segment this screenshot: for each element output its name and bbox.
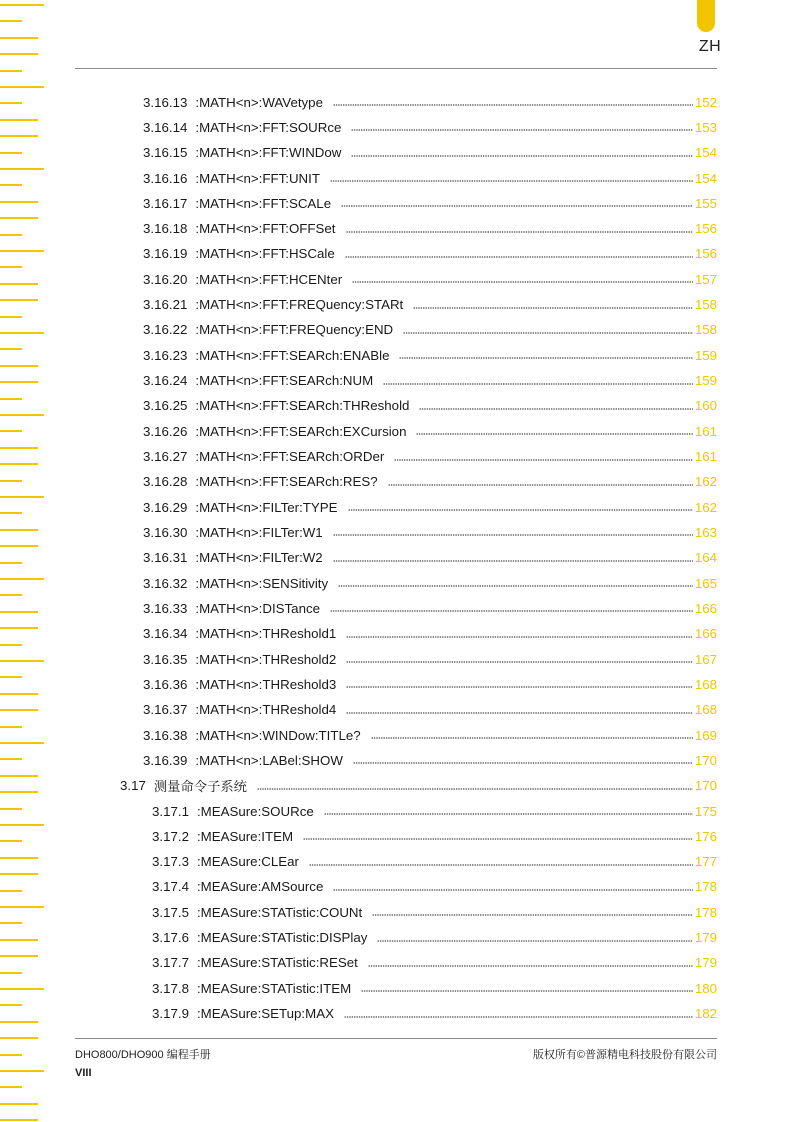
ruler-tick	[0, 53, 38, 55]
ruler-tick	[0, 135, 38, 137]
toc-entry[interactable]	[152, 902, 717, 922]
toc-entry[interactable]	[152, 1004, 717, 1024]
toc-entry-title: :MEASure:STATistic:DISPlay	[196, 930, 368, 946]
toc-dot-leader	[330, 598, 693, 618]
toc-dot-leader	[377, 928, 692, 948]
ruler-tick	[0, 955, 38, 957]
ruler-tick	[0, 857, 38, 859]
ruler-tick	[0, 840, 22, 842]
ruler-tick	[0, 234, 22, 236]
toc-entry-title: :MATH<n>:FFT:SCALe	[195, 195, 332, 211]
toc-entry-page[interactable]: 160	[694, 398, 717, 414]
toc-entry-page[interactable]: 170	[694, 778, 717, 794]
ruler-tick	[0, 1086, 22, 1088]
ruler-tick	[0, 381, 38, 383]
toc-entry-title: :MATH<n>:SENSitivity	[195, 575, 329, 591]
toc-entry-number: 3.17.4	[152, 879, 189, 895]
header-rule	[75, 68, 717, 69]
toc-entry-number: 3.17.9	[152, 1006, 189, 1021]
ruler-tick	[0, 611, 38, 613]
toc-dot-leader	[383, 371, 693, 391]
toc-entry-page[interactable]: 169	[694, 727, 717, 743]
toc-entry-title: :MEASure:ITEM	[196, 828, 294, 844]
ruler-tick	[0, 693, 38, 695]
toc-entry-page[interactable]: 156	[694, 246, 717, 262]
toc-entry[interactable]	[152, 953, 717, 973]
toc-entry[interactable]	[143, 421, 717, 441]
toc-entry[interactable]	[152, 852, 717, 872]
toc-entry[interactable]	[152, 877, 717, 897]
toc-entry-number: 3.16.35	[143, 651, 188, 667]
ruler-tick	[0, 562, 22, 564]
page-number: VIII	[75, 1067, 92, 1079]
toc-entry[interactable]	[143, 295, 717, 315]
ruler-tick	[0, 414, 44, 416]
ruler-tick	[0, 496, 44, 498]
toc-entry-number: 3.16.38	[143, 727, 188, 743]
ruler-tick	[0, 4, 44, 6]
toc-entry[interactable]	[143, 269, 717, 289]
toc-entry[interactable]	[143, 371, 717, 391]
toc-dot-leader	[368, 953, 693, 973]
toc-entry-number: 3.17.1	[152, 803, 189, 819]
toc-entry-number: 3.16.33	[143, 600, 188, 616]
toc-entry-page[interactable]: 166	[694, 626, 717, 642]
ruler-tick	[0, 742, 44, 744]
toc-entry-title: :MATH<n>:FFT:HSCale	[195, 246, 335, 262]
ruler-tick	[0, 1103, 38, 1105]
ruler-tick	[0, 890, 22, 892]
toc-entry-number: 3.16.14	[143, 119, 188, 135]
toc-entry-page[interactable]: 158	[694, 297, 717, 313]
toc-dot-leader	[330, 168, 693, 188]
toc-entry-title: :MEASure:STATistic:ITEM	[196, 980, 352, 996]
ruler-tick	[0, 873, 38, 875]
ruler-tick	[0, 709, 38, 711]
toc-entry-number: 3.17.3	[152, 854, 189, 870]
ruler-tick	[0, 184, 22, 186]
toc-entry-number: 3.16.30	[143, 524, 188, 540]
ruler-tick	[0, 332, 44, 334]
toc-dot-leader	[345, 244, 693, 264]
toc-entry[interactable]	[143, 624, 717, 644]
toc-entry-page[interactable]: 170	[694, 752, 717, 768]
ruler-tick	[0, 512, 22, 514]
toc-entry[interactable]	[143, 244, 717, 264]
toc-entry-page[interactable]: 161	[694, 423, 717, 439]
ruler-tick	[0, 86, 44, 88]
toc-dot-leader	[351, 143, 692, 163]
toc-entry-title: :MATH<n>:FFT:SOURce	[195, 119, 342, 135]
toc-entry-title: :MATH<n>:FFT:SEARch:EXCursion	[195, 423, 407, 439]
toc-entry-page[interactable]: 163	[694, 524, 717, 540]
ruler-tick	[0, 299, 38, 301]
toc-entry[interactable]	[143, 598, 717, 618]
toc-entry-number: 3.16.34	[143, 626, 188, 642]
toc-entry-page[interactable]: 153	[694, 119, 717, 135]
toc-dot-leader	[341, 193, 693, 213]
toc-entry-page[interactable]: 177	[694, 854, 717, 870]
ruler-tick	[0, 168, 44, 170]
ruler-tick	[0, 447, 38, 449]
toc-entry-page[interactable]: 162	[694, 499, 717, 515]
language-label: ZH	[698, 38, 722, 55]
ruler-tick	[0, 1119, 38, 1121]
toc-entry[interactable]	[143, 548, 717, 568]
toc-entry-title: :MATH<n>:FFT:FREQuency:STARt	[195, 297, 404, 313]
toc-entry-title: :MATH<n>:THReshold4	[195, 702, 337, 718]
ruler-tick	[0, 529, 38, 531]
toc-dot-leader	[419, 396, 692, 416]
ruler-tick	[0, 1070, 44, 1072]
toc-entry-title: :MATH<n>:FILTer:W2	[195, 550, 323, 566]
toc-entry-title: :MATH<n>:FFT:UNIT	[195, 170, 320, 186]
toc-entry-number: 3.16.37	[143, 702, 188, 718]
toc-entry-number: 3.16.23	[143, 347, 188, 363]
ruler-tick	[0, 660, 44, 662]
toc-entry-title: :MATH<n>:FFT:WINDow	[195, 145, 342, 161]
ruler-tick	[0, 37, 38, 39]
ruler-tick	[0, 152, 22, 154]
ruler-tick	[0, 266, 22, 268]
toc-entry-page[interactable]: 165	[694, 575, 717, 591]
ruler-tick	[0, 348, 22, 350]
toc-entry-number: 3.16.36	[143, 676, 188, 692]
toc-dot-leader	[346, 674, 693, 694]
toc-entry[interactable]	[143, 168, 717, 188]
toc-entry-page[interactable]: 167	[694, 651, 717, 667]
toc-dot-leader	[257, 776, 693, 796]
toc-entry[interactable]	[152, 826, 717, 846]
toc-entry-number: 3.17	[120, 778, 146, 794]
toc-dot-leader	[344, 1004, 693, 1024]
toc-dot-leader	[333, 92, 693, 112]
toc-entry-page[interactable]: 166	[694, 600, 717, 616]
ruler-tick	[0, 906, 44, 908]
ruler-tick	[0, 758, 22, 760]
toc-entry[interactable]	[143, 725, 717, 745]
toc-entry[interactable]	[143, 143, 717, 163]
ruler-tick	[0, 824, 44, 826]
ruler-tick	[0, 939, 38, 941]
toc-entry-number: 3.16.26	[143, 423, 188, 439]
toc-entry[interactable]	[143, 649, 717, 669]
toc-dot-leader	[346, 649, 693, 669]
toc-entry-title: :MATH<n>:FFT:FREQuency:END	[195, 322, 394, 338]
ruler-tick	[0, 988, 44, 990]
toc-entry[interactable]	[143, 92, 717, 112]
toc-entry-title: :MATH<n>:FILTer:W1	[195, 524, 323, 540]
toc-entry-title: :MEASure:AMSource	[196, 879, 324, 895]
toc-entry-page[interactable]: 182	[694, 1006, 717, 1021]
toc-dot-leader	[348, 497, 693, 517]
toc-entry[interactable]	[143, 447, 717, 467]
toc-dot-leader	[353, 750, 693, 770]
toc-dot-leader	[338, 573, 693, 593]
toc-entry[interactable]	[143, 750, 717, 770]
toc-entry[interactable]	[143, 345, 717, 365]
footer-rule	[75, 1038, 717, 1039]
toc-entry-number: 3.16.31	[143, 550, 188, 566]
toc-entry-page[interactable]: 154	[694, 145, 717, 161]
toc-entry-page[interactable]: 164	[694, 550, 717, 566]
ruler-tick	[0, 791, 38, 793]
ruler-tick	[0, 644, 22, 646]
toc-entry-number: 3.16.17	[143, 195, 188, 211]
toc-entry-page[interactable]: 156	[694, 221, 717, 237]
toc-entry-number: 3.16.18	[143, 221, 188, 237]
toc-entry-page[interactable]: 154	[694, 170, 717, 186]
toc-entry-title: :MATH<n>:FFT:SEARch:THReshold	[195, 398, 410, 414]
toc-entry-title: :MATH<n>:FFT:SEARch:NUM	[195, 373, 374, 388]
toc-dot-leader	[324, 801, 693, 821]
ruler-tick	[0, 102, 22, 104]
ruler-tick	[0, 119, 38, 121]
ruler-tick	[0, 201, 38, 203]
toc-entry-page[interactable]: 159	[694, 347, 717, 363]
toc-dot-leader	[371, 725, 693, 745]
toc-entry[interactable]	[152, 928, 717, 948]
toc-entry-title: :MEASure:SETup:MAX	[196, 1006, 334, 1021]
toc-entry[interactable]	[143, 396, 717, 416]
toc-entry[interactable]	[152, 978, 717, 998]
toc-entry-page[interactable]: 157	[694, 271, 717, 287]
toc-entry[interactable]	[143, 522, 717, 542]
toc-entry-number: 3.16.16	[143, 170, 188, 186]
toc-entry[interactable]	[143, 497, 717, 517]
toc-entry-page[interactable]: 178	[694, 904, 717, 920]
toc-entry-page[interactable]: 162	[694, 474, 717, 490]
footer-doc-title: DHO800/DHO900 编程手册	[75, 1049, 211, 1061]
ruler-tick	[0, 1004, 22, 1006]
toc-entry-number: 3.16.32	[143, 575, 188, 591]
toc-entry[interactable]	[143, 193, 717, 213]
ruler-tick	[0, 398, 22, 400]
toc-entry-title: 测量命令子系统	[153, 779, 247, 795]
ruler-tick	[0, 480, 22, 482]
toc-dot-leader	[346, 700, 693, 720]
toc-entry-page[interactable]: 176	[694, 828, 717, 844]
toc-entry-number: 3.17.2	[152, 828, 189, 844]
toc-entry-title: :MATH<n>:FFT:SEARch:ENABle	[195, 347, 390, 363]
toc-entry-number: 3.17.7	[152, 955, 189, 971]
toc-entry-number: 3.16.20	[143, 271, 188, 287]
toc-entry-page[interactable]: 168	[694, 702, 717, 718]
toc-entry-title: :MATH<n>:THReshold1	[195, 626, 337, 642]
ruler-tick	[0, 594, 22, 596]
toc-entry-title: :MEASure:CLEar	[196, 854, 299, 870]
toc-dot-leader	[333, 522, 693, 542]
toc-dot-leader	[394, 447, 693, 467]
toc-entry-number: 3.16.27	[143, 449, 188, 464]
toc-dot-leader	[333, 877, 692, 897]
toc-entry-number: 3.17.5	[152, 904, 189, 920]
ruler-tick	[0, 726, 22, 728]
toc-entry-title: :MATH<n>:FFT:SEARch:RES?	[195, 474, 378, 490]
toc-entry-number: 3.16.29	[143, 499, 188, 515]
toc-entry-title: :MATH<n>:FILTer:TYPE	[195, 499, 338, 515]
toc-dot-leader	[333, 548, 693, 568]
ruler-tick	[0, 578, 44, 580]
ruler-tick	[0, 217, 38, 219]
toc-entry[interactable]	[143, 117, 717, 137]
toc-entry-number: 3.16.21	[143, 297, 188, 313]
toc-entry-title: :MEASure:STATistic:RESet	[196, 955, 358, 971]
toc-dot-leader	[346, 219, 693, 239]
toc-entry-title: :MATH<n>:FFT:HCENter	[195, 271, 343, 287]
toc-dot-leader	[413, 295, 693, 315]
toc-entry-number: 3.16.13	[143, 94, 188, 110]
ruler-tick	[0, 20, 22, 22]
toc-dot-leader	[403, 320, 693, 340]
toc-entry-number: 3.16.24	[143, 373, 188, 388]
toc-entry-page[interactable]: 161	[694, 449, 717, 464]
ruler-tick	[0, 283, 38, 285]
ruler-tick	[0, 676, 22, 678]
toc-entry-number: 3.16.15	[143, 145, 188, 161]
toc-entry-page[interactable]: 178	[694, 879, 717, 895]
toc-entry-number: 3.16.25	[143, 398, 188, 414]
toc-entry-page[interactable]: 159	[694, 373, 717, 388]
ruler-tick	[0, 545, 38, 547]
toc-entry-title: :MATH<n>:THReshold2	[195, 651, 337, 667]
toc-dot-leader	[388, 472, 693, 492]
toc-dot-leader	[372, 902, 693, 922]
toc-entry[interactable]	[143, 320, 717, 340]
toc-entry-title: :MATH<n>:LABel:SHOW	[195, 752, 343, 768]
toc-entry-page[interactable]: 180	[694, 980, 717, 996]
ruler-tick	[0, 365, 38, 367]
footer-copyright: 版权所有©普源精电科技股份有限公司	[532, 1049, 717, 1061]
ruler-tick	[0, 972, 22, 974]
toc-entry[interactable]	[143, 573, 717, 593]
ruler-tick	[0, 1021, 38, 1023]
toc-entry-page[interactable]: 158	[694, 322, 717, 338]
toc-entry-title: :MATH<n>:WINDow:TITLe?	[195, 727, 361, 743]
ruler-tick	[0, 316, 22, 318]
toc-dot-leader	[416, 421, 692, 441]
toc-entry-number: 3.17.8	[152, 980, 189, 996]
toc-entry-page[interactable]: 179	[694, 930, 717, 946]
ruler-tick	[0, 1037, 38, 1039]
ruler-tick	[0, 922, 22, 924]
toc-dot-leader	[361, 978, 693, 998]
toc-entry[interactable]	[143, 472, 717, 492]
ruler-tick	[0, 627, 38, 629]
toc-dot-leader	[352, 269, 693, 289]
toc-entry-title: :MATH<n>:DISTance	[195, 600, 321, 616]
ruler-tick	[0, 808, 22, 810]
toc-entry-title: :MEASure:SOURce	[196, 803, 314, 819]
toc-entry-title: :MATH<n>:FFT:SEARch:ORDer	[195, 449, 385, 464]
toc-entry-page[interactable]: 152	[694, 94, 717, 110]
toc-entry-page[interactable]: 175	[694, 803, 717, 819]
toc-dot-leader	[399, 345, 692, 365]
toc-dot-leader	[346, 624, 693, 644]
ruler-tick	[0, 463, 38, 465]
toc-entry-number: 3.16.22	[143, 322, 188, 338]
toc-entry[interactable]	[143, 219, 717, 239]
ruler-tick	[0, 775, 38, 777]
toc-dot-leader	[309, 852, 693, 872]
ruler-tick	[0, 1054, 22, 1056]
language-tab	[697, 0, 715, 32]
toc-entry-number: 3.16.19	[143, 246, 188, 262]
ruler-tick	[0, 430, 22, 432]
toc-entry-title: :MATH<n>:WAVetype	[195, 94, 323, 110]
ruler-tick	[0, 250, 44, 252]
toc-dot-leader	[303, 826, 693, 846]
toc-dot-leader	[351, 117, 692, 137]
toc-entry-number: 3.16.39	[143, 752, 188, 768]
toc-entry-page[interactable]: 179	[694, 955, 717, 971]
toc-entry[interactable]	[152, 801, 717, 821]
toc-entry-page[interactable]: 168	[694, 676, 717, 692]
page-ruler	[0, 0, 46, 1122]
toc-entry-number: 3.17.6	[152, 930, 189, 946]
toc-entry[interactable]	[143, 700, 717, 720]
toc-entry-page[interactable]: 155	[694, 195, 717, 211]
toc-entry-title: :MATH<n>:FFT:OFFSet	[195, 221, 336, 237]
toc-entry[interactable]	[143, 674, 717, 694]
ruler-tick	[0, 70, 22, 72]
toc-entry-number: 3.16.28	[143, 474, 188, 490]
toc-entry-title: :MATH<n>:THReshold3	[195, 676, 337, 692]
toc-entry[interactable]	[120, 776, 717, 796]
toc-entry-title: :MEASure:STATistic:COUNt	[196, 904, 363, 920]
